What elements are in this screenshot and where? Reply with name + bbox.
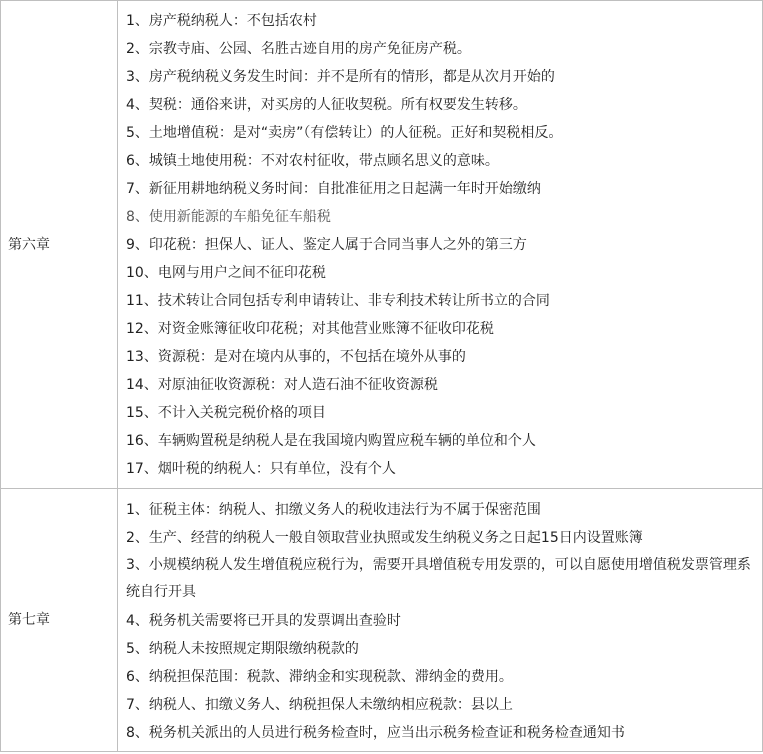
list-item: 17、烟叶税的纳税人：只有单位，没有个人 xyxy=(126,461,396,477)
list-item: 4、契税：通俗来讲，对买房的人征收契税。所有权要发生转移。 xyxy=(126,97,527,113)
list-item: 6、纳税担保范围：税款、滞纳金和实现税款、滞纳金的费用。 xyxy=(126,668,513,685)
list-item: 14、对原油征收资源税：对人造石油不征收资源税 xyxy=(126,377,438,393)
list-item: 13、资源税：是对在境内从事的，不包括在境外从事的 xyxy=(126,349,466,365)
list-item: 1、征税主体：纳税人、扣缴义务人的税收违法行为不属于保密范围 xyxy=(126,501,541,518)
list-item: 7、纳税人、扣缴义务人、纳税担保人未缴纳相应税款：县以上 xyxy=(126,696,513,713)
list-item: 5、土地增值税：是对“卖房”（有偿转让）的人征税。正好和契税相反。 xyxy=(126,125,563,141)
chapter-row xyxy=(1,489,763,752)
list-item: 8、使用新能源的车船免征车船税 xyxy=(126,209,331,225)
list-item: 2、生产、经营的纳税人一般自领取营业执照或发生纳税义务之日起15日内设置账簿 xyxy=(126,529,643,546)
list-item: 16、车辆购置税是纳税人是在我国境内购置应税车辆的单位和个人 xyxy=(126,433,536,449)
list-item: 11、技术转让合同包括专利申请转让、非专利技术转让所书立的合同 xyxy=(126,293,550,309)
list-item: 12、对资金账簿征收印花税；对其他营业账簿不征收印花税 xyxy=(126,321,494,337)
list-item: 10、电网与用户之间不征印花税 xyxy=(126,265,326,281)
list-item: 3、房产税纳税义务发生时间：并不是所有的情形，都是从次月开始的 xyxy=(126,69,555,85)
list-item: 4、税务机关需要将已开具的发票调出查验时 xyxy=(126,612,401,629)
list-item: 8、税务机关派出的人员进行税务检查时，应当出示税务检查证和税务检查通知书 xyxy=(126,724,625,741)
list-item: 6、城镇土地使用税：不对农村征收，带点顾名思义的意味。 xyxy=(126,153,499,169)
chapter-row xyxy=(1,1,763,489)
list-item: 15、不计入关税完税价格的项目 xyxy=(126,405,326,421)
list-item: 2、宗教寺庙、公园、名胜古迹自用的房产免征房产税。 xyxy=(126,41,471,57)
chapter-items xyxy=(118,489,763,752)
list-item: 5、纳税人未按照规定期限缴纳税款的 xyxy=(126,640,359,657)
list-item: 7、新征用耕地纳税义务时间：自批准征用之日起满一年时开始缴纳 xyxy=(126,181,541,197)
list-item: 3、小规模纳税人发生增值税应税行为，需要开具增值税专用发票的，可以自愿使用增值税发票管理系统自行开具 xyxy=(126,556,751,600)
list-item: 1、房产税纳税人：不包括农村 xyxy=(126,13,317,29)
chapter-label: 第六章 xyxy=(1,1,118,489)
list-item: 9、印花税：担保人、证人、鉴定人属于合同当事人之外的第三方 xyxy=(126,237,527,253)
chapter-label: 第七章 xyxy=(1,489,118,752)
chapter-items xyxy=(118,1,763,489)
